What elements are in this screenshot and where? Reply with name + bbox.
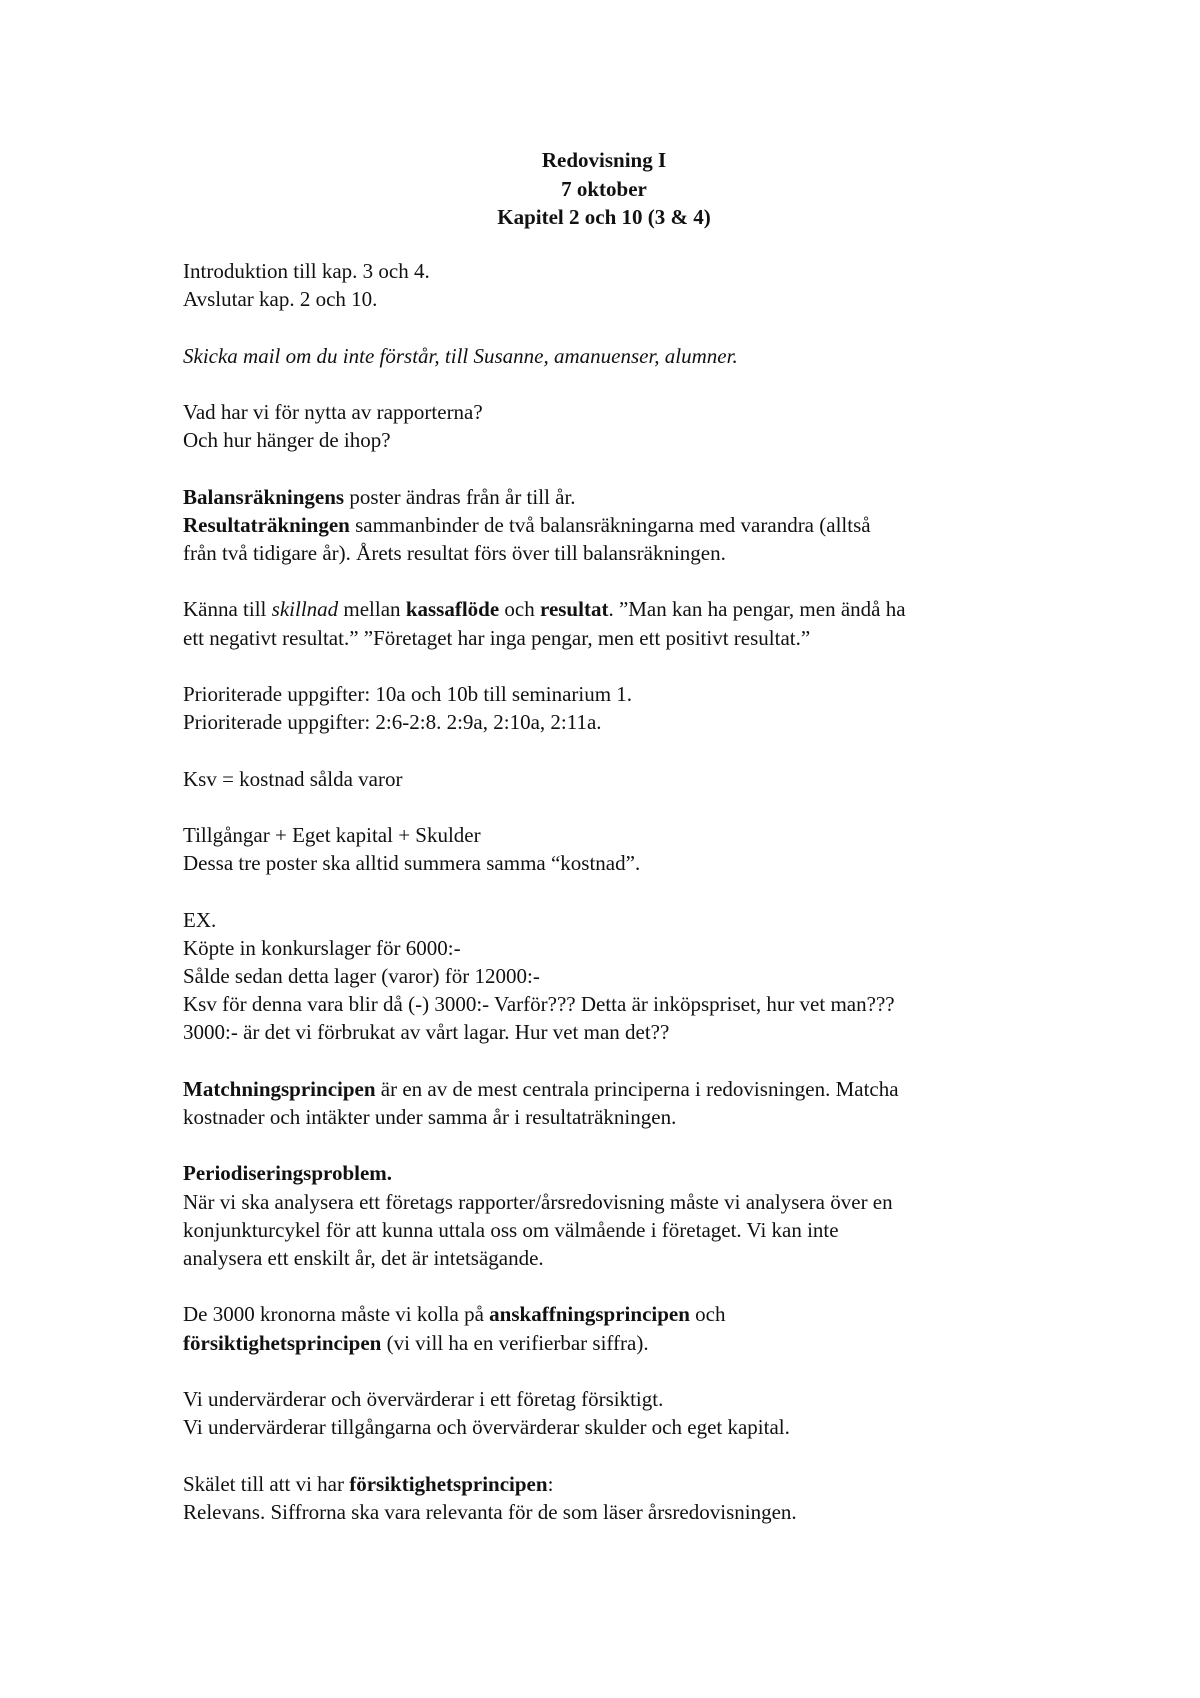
balance-line-3: från två tidigare år). Årets resultat förs över till balansräkningen. <box>183 540 726 565</box>
reason-line-2: Relevans. Siffrorna ska vara relevanta för de som läser årsredovisningen. <box>183 1499 797 1524</box>
cashflow-text-3: och <box>499 597 540 622</box>
cashflow-text-2: mellan <box>338 597 406 622</box>
principles-line-1 <box>183 1300 1063 1328</box>
title-block <box>0 146 1200 232</box>
example-line-1: EX. <box>183 907 217 932</box>
questions-paragraph <box>183 398 1063 454</box>
periodization-line-2: konjunkturcykel för att kunna uttala oss om välmående i företaget. Vi kan inte <box>183 1217 839 1242</box>
example-line-5: 3000:- är det vi förbrukat av vårt lagar. Hur vet man det?? <box>183 1020 670 1045</box>
cashflow-paragraph <box>183 595 1063 651</box>
prudence-principle-term-2: försiktighetsprincipen <box>349 1471 548 1496</box>
periodization-heading: Periodiseringsproblem. <box>183 1161 393 1186</box>
principles-text-2: och <box>689 1302 726 1327</box>
balance-text-1: poster ändras från år till år. <box>344 484 576 509</box>
valuation-line-2: Vi undervärderar tillgångarna och övervärderar skulder och eget kapital. <box>183 1415 790 1440</box>
matching-paragraph <box>183 1075 1063 1131</box>
periodization-paragraph <box>183 1159 1063 1272</box>
prudence-principle-term: försiktighetsprincipen <box>183 1330 382 1355</box>
document-body <box>183 257 1063 1554</box>
cashflow-term: kassaflöde <box>405 597 500 622</box>
cashflow-line-2: ett negativt resultat.” ”Företaget har inga pengar, men ett positivt resultat.” <box>183 625 811 650</box>
document-chapters: Kapitel 2 och 10 (3 & 4) <box>497 205 711 229</box>
valuation-paragraph <box>183 1385 1063 1441</box>
intro-paragraph <box>183 257 1063 313</box>
ksv-paragraph <box>183 765 1063 793</box>
balance-text-2: sammanbinder de två balansräkningarna med varandra (alltså <box>349 512 871 537</box>
question-line-1: Vad har vi för nytta av rapporterna? <box>183 399 483 424</box>
periodization-line-3: analysera ett enskilt år, det är intetsägande. <box>183 1245 544 1270</box>
assets-line-1: Tillgångar + Eget kapital + Skulder <box>183 822 481 847</box>
example-line-3: Sålde sedan detta lager (varor) för 12000:- <box>183 963 540 988</box>
principles-line-2 <box>183 1329 1063 1357</box>
note-text: Skicka mail om du inte förstår, till Susanne, amanuenser, alumner. <box>183 343 738 368</box>
matching-line-1 <box>183 1075 1063 1103</box>
intro-line-1: Introduktion till kap. 3 och 4. <box>183 259 430 283</box>
acquisition-principle-term: anskaffningsprincipen <box>489 1302 690 1327</box>
tasks-line-1: Prioriterade uppgifter: 10a och 10b till seminarium 1. <box>183 681 633 706</box>
valuation-line-1: Vi undervärderar och övervärderar i ett företag försiktigt. <box>183 1386 664 1411</box>
cashflow-text-4: . ”Man kan ha pengar, men ändå ha <box>608 597 906 622</box>
cashflow-line-1 <box>183 595 1063 623</box>
reason-line-1 <box>183 1470 1063 1498</box>
income-statement-term: Resultaträkningen <box>183 512 350 537</box>
balance-line-2 <box>183 511 1063 539</box>
matching-term: Matchningsprincipen <box>183 1076 376 1101</box>
balance-line-1 <box>183 483 1063 511</box>
periodization-line-1: När vi ska analysera ett företags rapporter/årsredovisning måste vi analysera över en <box>183 1189 893 1214</box>
note-paragraph <box>183 342 1063 370</box>
principles-text-1: De 3000 kronorna måste vi kolla på <box>183 1302 490 1327</box>
principles-text-3: (vi vill ha en verifierbar siffra). <box>381 1330 649 1355</box>
document-title: Redovisning I <box>541 148 667 172</box>
document-date: 7 oktober <box>561 176 647 201</box>
assets-paragraph <box>183 821 1063 877</box>
principles-paragraph <box>183 1300 1063 1356</box>
difference-term: skillnad <box>271 597 339 622</box>
balance-term: Balansräkningens <box>183 484 345 509</box>
result-term: resultat <box>540 597 609 622</box>
tasks-line-2: Prioriterade uppgifter: 2:6-2:8. 2:9a, 2:10a, 2:11a. <box>183 710 602 735</box>
intro-line-2: Avslutar kap. 2 och 10. <box>183 287 378 312</box>
reason-paragraph <box>183 1470 1063 1526</box>
example-line-2: Köpte in konkurslager för 6000:- <box>183 935 461 960</box>
reason-text-1: Skälet till att vi har <box>183 1471 350 1496</box>
matching-line-2: kostnader och intäkter under samma år i resultaträkningen. <box>183 1104 677 1129</box>
assets-line-2: Dessa tre poster ska alltid summera samma “kostnad”. <box>183 851 641 876</box>
balance-paragraph <box>183 483 1063 568</box>
cashflow-text-1: Känna till <box>183 597 272 622</box>
example-paragraph <box>183 906 1063 1047</box>
tasks-paragraph <box>183 680 1063 736</box>
reason-text-2: : <box>547 1471 554 1496</box>
matching-text-1: är en av de mest centrala principerna i redovisningen. Matcha <box>375 1076 899 1101</box>
example-line-4: Ksv för denna vara blir då (-) 3000:- Varför??? Detta är inköpspriset, hur vet man??? <box>183 992 895 1017</box>
question-line-2: Och hur hänger de ihop? <box>183 428 391 453</box>
ksv-definition: Ksv = kostnad sålda varor <box>183 766 403 791</box>
